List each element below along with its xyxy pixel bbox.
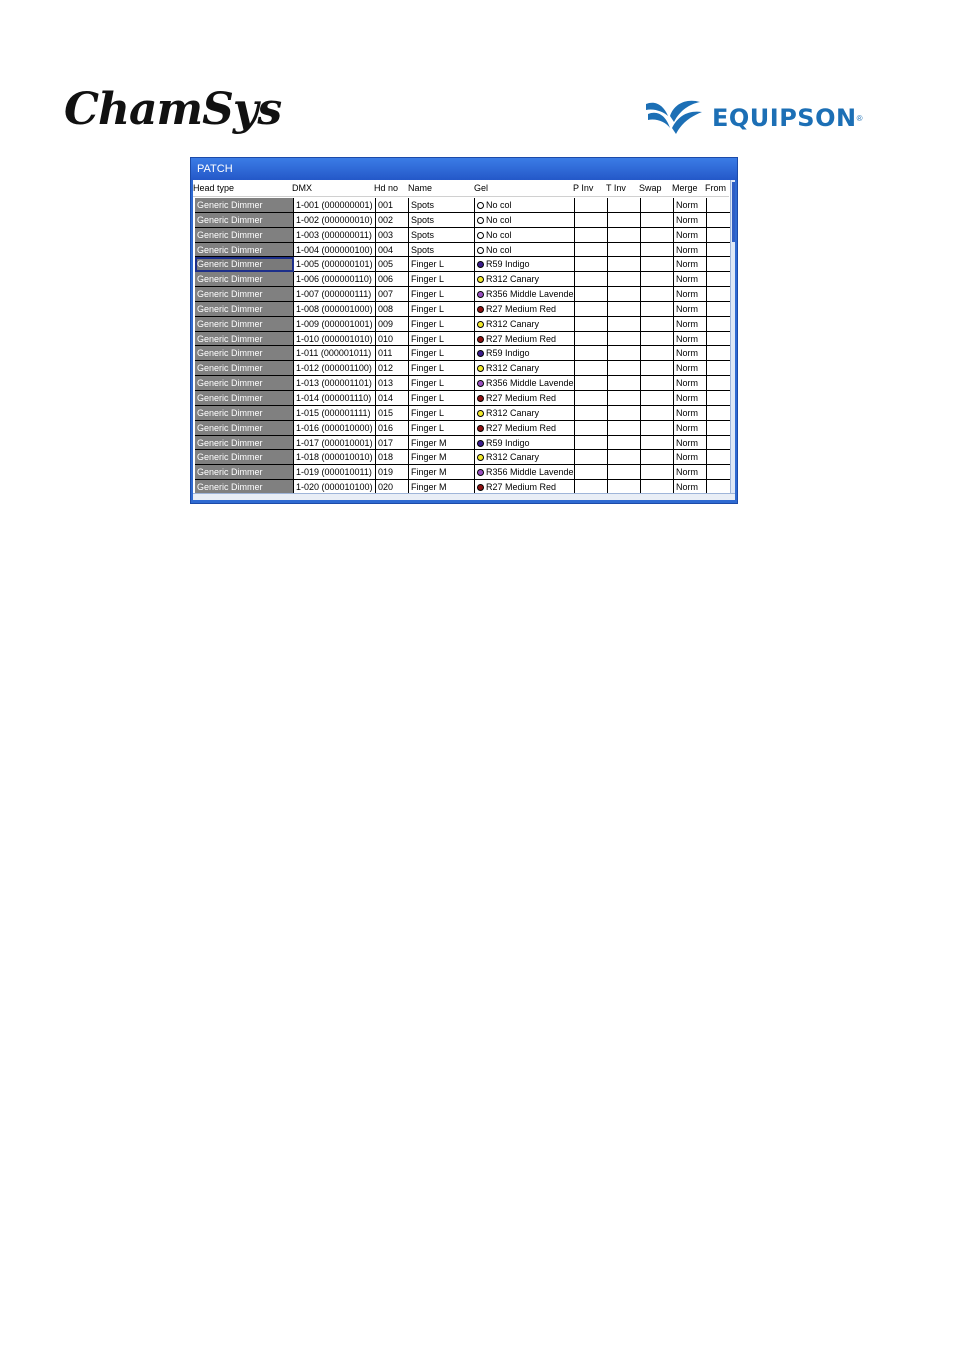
table-row[interactable] bbox=[195, 243, 729, 258]
equipson-wave-icon bbox=[642, 96, 704, 140]
cell-head-type[interactable]: Generic Dimmer bbox=[195, 302, 294, 317]
cell-swap[interactable] bbox=[641, 332, 674, 347]
cell-name[interactable]: Finger L bbox=[409, 317, 475, 332]
cell-merge[interactable]: Norm bbox=[674, 287, 707, 302]
table-row[interactable] bbox=[195, 332, 729, 347]
cell-from[interactable] bbox=[707, 332, 731, 347]
gel-color-swatch-icon bbox=[477, 276, 484, 283]
cell-merge[interactable]: Norm bbox=[674, 436, 707, 451]
patch-grid-area bbox=[193, 180, 735, 500]
cell-from[interactable] bbox=[707, 272, 731, 287]
column-header-merge[interactable]: Merge bbox=[672, 183, 698, 193]
cell-p-inv[interactable] bbox=[575, 287, 608, 302]
cell-from[interactable] bbox=[707, 287, 731, 302]
cell-merge[interactable]: Norm bbox=[674, 480, 707, 495]
cell-head-type[interactable]: Generic Dimmer bbox=[195, 450, 294, 465]
cell-name[interactable]: Finger L bbox=[409, 272, 475, 287]
gel-color-swatch-icon bbox=[477, 410, 484, 417]
gel-label: R312 Canary bbox=[486, 452, 540, 463]
cell-gel[interactable] bbox=[475, 450, 575, 465]
cell-t-inv[interactable] bbox=[608, 391, 641, 406]
cell-head-type[interactable]: Generic Dimmer bbox=[195, 243, 294, 258]
gel-color-swatch-icon bbox=[477, 217, 484, 224]
cell-hd-no[interactable]: 009 bbox=[376, 317, 409, 332]
cell-hd-no[interactable]: 007 bbox=[376, 287, 409, 302]
cell-swap[interactable] bbox=[641, 406, 674, 421]
cell-dmx[interactable]: 1-003 (000000011) bbox=[294, 228, 376, 243]
gel-label: R27 Medium Red bbox=[486, 392, 557, 403]
cell-t-inv[interactable] bbox=[608, 198, 641, 213]
cell-from[interactable] bbox=[707, 213, 731, 228]
cell-swap[interactable] bbox=[641, 421, 674, 436]
table-row[interactable] bbox=[195, 465, 729, 480]
cell-merge[interactable]: Norm bbox=[674, 391, 707, 406]
cell-name[interactable]: Spots bbox=[409, 228, 475, 243]
cell-gel[interactable] bbox=[475, 198, 575, 213]
table-row[interactable] bbox=[195, 257, 729, 272]
gel-label: R59 Indigo bbox=[486, 348, 530, 359]
window-title: PATCH bbox=[197, 163, 233, 175]
cell-gel[interactable] bbox=[475, 421, 575, 436]
column-header-name[interactable]: Name bbox=[408, 183, 433, 193]
table-row[interactable] bbox=[195, 406, 729, 421]
gel-label: R27 Medium Red bbox=[486, 333, 557, 344]
table-row[interactable] bbox=[195, 361, 729, 376]
cell-dmx[interactable]: 1-002 (000000010) bbox=[294, 213, 376, 228]
cell-head-type[interactable]: Generic Dimmer bbox=[195, 346, 294, 361]
cell-dmx[interactable]: 1-018 (000010010) bbox=[294, 450, 376, 465]
cell-hd-no[interactable]: 017 bbox=[376, 436, 409, 451]
scrollbar-thumb[interactable] bbox=[732, 182, 735, 242]
column-header-swap[interactable]: Swap bbox=[639, 183, 662, 193]
cell-p-inv[interactable] bbox=[575, 317, 608, 332]
cell-swap[interactable] bbox=[641, 346, 674, 361]
cell-t-inv[interactable] bbox=[608, 450, 641, 465]
cell-gel[interactable] bbox=[475, 213, 575, 228]
cell-head-type[interactable]: Generic Dimmer bbox=[195, 332, 294, 347]
cell-p-inv[interactable] bbox=[575, 391, 608, 406]
cell-swap[interactable] bbox=[641, 391, 674, 406]
gel-label: R356 Middle Lavende bbox=[486, 378, 574, 389]
cell-name[interactable]: Finger L bbox=[409, 302, 475, 317]
gel-color-swatch-icon bbox=[477, 232, 484, 239]
cell-from[interactable] bbox=[707, 228, 731, 243]
cell-swap[interactable] bbox=[641, 257, 674, 272]
cell-from[interactable] bbox=[707, 450, 731, 465]
gel-color-swatch-icon bbox=[477, 454, 484, 461]
cell-head-type[interactable]: Generic Dimmer bbox=[195, 317, 294, 332]
cell-p-inv[interactable] bbox=[575, 332, 608, 347]
cell-gel[interactable] bbox=[475, 361, 575, 376]
gel-label: No col bbox=[486, 229, 512, 240]
vertical-scrollbar[interactable] bbox=[730, 180, 735, 500]
cell-dmx[interactable]: 1-014 (000001110) bbox=[294, 391, 376, 406]
cell-gel[interactable] bbox=[475, 465, 575, 480]
cell-hd-no[interactable]: 001 bbox=[376, 198, 409, 213]
cell-dmx[interactable]: 1-013 (000001101) bbox=[294, 376, 376, 391]
cell-t-inv[interactable] bbox=[608, 243, 641, 258]
cell-hd-no[interactable]: 008 bbox=[376, 302, 409, 317]
cell-head-type[interactable]: Generic Dimmer bbox=[195, 421, 294, 436]
gel-label: R312 Canary bbox=[486, 407, 540, 418]
cell-t-inv[interactable] bbox=[608, 465, 641, 480]
cell-p-inv[interactable] bbox=[575, 198, 608, 213]
cell-p-inv[interactable] bbox=[575, 243, 608, 258]
patch-table bbox=[195, 198, 729, 495]
cell-head-type[interactable]: Generic Dimmer bbox=[195, 198, 294, 213]
gel-label: R27 Medium Red bbox=[486, 482, 557, 493]
cell-merge[interactable]: Norm bbox=[674, 257, 707, 272]
cell-p-inv[interactable] bbox=[575, 361, 608, 376]
cell-gel[interactable] bbox=[475, 406, 575, 421]
cell-name[interactable]: Finger M bbox=[409, 436, 475, 451]
cell-head-type[interactable]: Generic Dimmer bbox=[195, 465, 294, 480]
cell-name[interactable]: Finger M bbox=[409, 465, 475, 480]
cell-dmx[interactable]: 1-017 (000010001) bbox=[294, 436, 376, 451]
cell-hd-no[interactable]: 020 bbox=[376, 480, 409, 495]
cell-head-type[interactable]: Generic Dimmer bbox=[195, 257, 294, 272]
cell-name[interactable]: Spots bbox=[409, 243, 475, 258]
cell-from[interactable] bbox=[707, 198, 731, 213]
cell-from[interactable] bbox=[707, 302, 731, 317]
table-row[interactable] bbox=[195, 302, 729, 317]
gel-color-swatch-icon bbox=[477, 365, 484, 372]
cell-t-inv[interactable] bbox=[608, 228, 641, 243]
cell-t-inv[interactable] bbox=[608, 257, 641, 272]
cell-t-inv[interactable] bbox=[608, 361, 641, 376]
cell-from[interactable] bbox=[707, 361, 731, 376]
gel-label: R312 Canary bbox=[486, 318, 540, 329]
cell-from[interactable] bbox=[707, 465, 731, 480]
cell-p-inv[interactable] bbox=[575, 450, 608, 465]
cell-p-inv[interactable] bbox=[575, 272, 608, 287]
cell-from[interactable] bbox=[707, 406, 731, 421]
cell-swap[interactable] bbox=[641, 436, 674, 451]
cell-head-type[interactable]: Generic Dimmer bbox=[195, 480, 294, 495]
column-header-from[interactable]: From bbox=[705, 183, 726, 193]
equipson-logo bbox=[642, 96, 862, 140]
cell-gel[interactable] bbox=[475, 391, 575, 406]
cell-from[interactable] bbox=[707, 436, 731, 451]
cell-name[interactable]: Finger L bbox=[409, 406, 475, 421]
cell-swap[interactable] bbox=[641, 302, 674, 317]
cell-from[interactable] bbox=[707, 391, 731, 406]
cell-hd-no[interactable]: 004 bbox=[376, 243, 409, 258]
gel-color-swatch-icon bbox=[477, 469, 484, 476]
cell-swap[interactable] bbox=[641, 243, 674, 258]
cell-head-type[interactable]: Generic Dimmer bbox=[195, 391, 294, 406]
cell-from[interactable] bbox=[707, 243, 731, 258]
gel-label: R312 Canary bbox=[486, 363, 540, 374]
column-header-hd-no[interactable]: Hd no bbox=[374, 183, 399, 193]
cell-gel[interactable] bbox=[475, 228, 575, 243]
gel-label: R59 Indigo bbox=[486, 259, 530, 270]
column-header-gel[interactable]: Gel bbox=[474, 183, 489, 193]
table-row[interactable] bbox=[195, 421, 729, 436]
cell-gel[interactable] bbox=[475, 376, 575, 391]
cell-dmx[interactable]: 1-006 (000000110) bbox=[294, 272, 376, 287]
cell-hd-no[interactable]: 011 bbox=[376, 346, 409, 361]
cell-name[interactable]: Finger M bbox=[409, 450, 475, 465]
cell-hd-no[interactable]: 019 bbox=[376, 465, 409, 480]
cell-head-type[interactable]: Generic Dimmer bbox=[195, 213, 294, 228]
cell-gel[interactable] bbox=[475, 287, 575, 302]
cell-swap[interactable] bbox=[641, 198, 674, 213]
cell-name[interactable]: Finger L bbox=[409, 376, 475, 391]
cell-head-type[interactable]: Generic Dimmer bbox=[195, 287, 294, 302]
cell-name[interactable]: Finger L bbox=[409, 332, 475, 347]
cell-hd-no[interactable]: 002 bbox=[376, 213, 409, 228]
chamsys-logo: ChamSys bbox=[64, 84, 282, 135]
cell-name[interactable]: Finger L bbox=[409, 257, 475, 272]
cell-t-inv[interactable] bbox=[608, 436, 641, 451]
cell-merge[interactable]: Norm bbox=[674, 450, 707, 465]
cell-hd-no[interactable]: 006 bbox=[376, 272, 409, 287]
gel-label: No col bbox=[486, 200, 512, 210]
cell-t-inv[interactable] bbox=[608, 287, 641, 302]
cell-p-inv[interactable] bbox=[575, 302, 608, 317]
cell-dmx[interactable]: 1-010 (000001010) bbox=[294, 332, 376, 347]
gel-label: No col bbox=[486, 244, 512, 255]
gel-color-swatch-icon bbox=[477, 395, 484, 402]
cell-merge[interactable]: Norm bbox=[674, 302, 707, 317]
cell-merge[interactable]: Norm bbox=[674, 376, 707, 391]
gel-label: No col bbox=[486, 214, 512, 225]
registered-mark: ® bbox=[856, 113, 863, 123]
window-titlebar[interactable] bbox=[191, 158, 737, 180]
cell-swap[interactable] bbox=[641, 317, 674, 332]
cell-head-type[interactable]: Generic Dimmer bbox=[195, 376, 294, 391]
cell-gel[interactable] bbox=[475, 272, 575, 287]
gel-color-swatch-icon bbox=[477, 425, 484, 432]
cell-swap[interactable] bbox=[641, 361, 674, 376]
cell-t-inv[interactable] bbox=[608, 272, 641, 287]
cell-name[interactable]: Finger L bbox=[409, 287, 475, 302]
cell-gel[interactable] bbox=[475, 346, 575, 361]
cell-merge[interactable]: Norm bbox=[674, 228, 707, 243]
table-row[interactable] bbox=[195, 317, 729, 332]
cell-dmx[interactable]: 1-019 (000010011) bbox=[294, 465, 376, 480]
cell-merge[interactable]: Norm bbox=[674, 213, 707, 228]
gel-color-swatch-icon bbox=[477, 247, 484, 254]
cell-swap[interactable] bbox=[641, 272, 674, 287]
table-row[interactable] bbox=[195, 376, 729, 391]
cell-name[interactable]: Finger L bbox=[409, 346, 475, 361]
gel-color-swatch-icon bbox=[477, 380, 484, 387]
cell-dmx[interactable]: 1-007 (000000111) bbox=[294, 287, 376, 302]
cell-p-inv[interactable] bbox=[575, 436, 608, 451]
table-row[interactable] bbox=[195, 272, 729, 287]
gel-label: R356 Middle Lavende bbox=[486, 467, 574, 478]
cell-name[interactable]: Spots bbox=[409, 198, 475, 213]
cell-name[interactable]: Finger M bbox=[409, 480, 475, 495]
gel-color-swatch-icon bbox=[477, 291, 484, 298]
cell-gel[interactable] bbox=[475, 302, 575, 317]
cell-dmx[interactable]: 1-015 (000001111) bbox=[294, 406, 376, 421]
table-row[interactable] bbox=[195, 450, 729, 465]
cell-hd-no[interactable]: 005 bbox=[376, 257, 409, 272]
cell-swap[interactable] bbox=[641, 465, 674, 480]
table-row[interactable] bbox=[195, 213, 729, 228]
cell-p-inv[interactable] bbox=[575, 465, 608, 480]
cell-gel[interactable] bbox=[475, 317, 575, 332]
column-header-p-inv[interactable]: P Inv bbox=[573, 183, 594, 193]
cell-p-inv[interactable] bbox=[575, 346, 608, 361]
cell-name[interactable]: Spots bbox=[409, 213, 475, 228]
cell-hd-no[interactable]: 012 bbox=[376, 361, 409, 376]
cell-p-inv[interactable] bbox=[575, 228, 608, 243]
gel-color-swatch-icon bbox=[477, 306, 484, 313]
cell-merge[interactable]: Norm bbox=[674, 346, 707, 361]
cell-from[interactable] bbox=[707, 421, 731, 436]
cell-merge[interactable]: Norm bbox=[674, 361, 707, 376]
gel-color-swatch-icon bbox=[477, 261, 484, 268]
cell-p-inv[interactable] bbox=[575, 421, 608, 436]
cell-t-inv[interactable] bbox=[608, 332, 641, 347]
cell-p-inv[interactable] bbox=[575, 376, 608, 391]
column-header-dmx[interactable]: DMX bbox=[292, 183, 312, 193]
gel-color-swatch-icon bbox=[477, 440, 484, 447]
gel-label: R27 Medium Red bbox=[486, 422, 557, 433]
cell-hd-no[interactable]: 003 bbox=[376, 228, 409, 243]
cell-from[interactable] bbox=[707, 346, 731, 361]
cell-dmx[interactable]: 1-016 (000010000) bbox=[294, 421, 376, 436]
horizontal-scrollbar[interactable] bbox=[193, 493, 735, 500]
cell-t-inv[interactable] bbox=[608, 406, 641, 421]
cell-name[interactable]: Finger L bbox=[409, 361, 475, 376]
cell-t-inv[interactable] bbox=[608, 213, 641, 228]
cell-gel[interactable] bbox=[475, 332, 575, 347]
cell-hd-no[interactable]: 016 bbox=[376, 421, 409, 436]
cell-name[interactable]: Finger L bbox=[409, 391, 475, 406]
cell-merge[interactable]: Norm bbox=[674, 243, 707, 258]
gel-label: R356 Middle Lavende bbox=[486, 289, 574, 300]
cell-swap[interactable] bbox=[641, 376, 674, 391]
cell-hd-no[interactable]: 010 bbox=[376, 332, 409, 347]
table-row[interactable] bbox=[195, 198, 729, 213]
cell-gel[interactable] bbox=[475, 243, 575, 258]
cell-swap[interactable] bbox=[641, 287, 674, 302]
cell-dmx[interactable]: 1-008 (000001000) bbox=[294, 302, 376, 317]
cell-merge[interactable]: Norm bbox=[674, 272, 707, 287]
cell-from[interactable] bbox=[707, 317, 731, 332]
cell-head-type[interactable]: Generic Dimmer bbox=[195, 406, 294, 421]
column-header-head-type[interactable]: Head type bbox=[193, 183, 235, 193]
cell-t-inv[interactable] bbox=[608, 376, 641, 391]
cell-dmx[interactable]: 1-011 (000001011) bbox=[294, 346, 376, 361]
cell-t-inv[interactable] bbox=[608, 317, 641, 332]
cell-p-inv[interactable] bbox=[575, 257, 608, 272]
equipson-wordmark: EQUIPSON bbox=[712, 104, 857, 132]
cell-merge[interactable]: Norm bbox=[674, 421, 707, 436]
cell-p-inv[interactable] bbox=[575, 213, 608, 228]
cell-merge[interactable]: Norm bbox=[674, 465, 707, 480]
cell-head-type[interactable]: Generic Dimmer bbox=[195, 228, 294, 243]
table-row[interactable] bbox=[195, 287, 729, 302]
cell-from[interactable] bbox=[707, 257, 731, 272]
cell-p-inv[interactable] bbox=[575, 406, 608, 421]
cell-head-type[interactable]: Generic Dimmer bbox=[195, 436, 294, 451]
gel-color-swatch-icon bbox=[477, 202, 484, 209]
cell-dmx[interactable]: 1-001 (000000001) bbox=[294, 198, 376, 213]
patch-window bbox=[190, 157, 738, 504]
cell-merge[interactable]: Norm bbox=[674, 317, 707, 332]
cell-dmx[interactable]: 1-009 (000001001) bbox=[294, 317, 376, 332]
cell-head-type[interactable]: Generic Dimmer bbox=[195, 361, 294, 376]
cell-hd-no[interactable]: 013 bbox=[376, 376, 409, 391]
table-row[interactable] bbox=[195, 391, 729, 406]
gel-label: R27 Medium Red bbox=[486, 303, 557, 314]
cell-t-inv[interactable] bbox=[608, 302, 641, 317]
cell-gel[interactable] bbox=[475, 436, 575, 451]
cell-merge[interactable]: Norm bbox=[674, 406, 707, 421]
gel-label: R312 Canary bbox=[486, 274, 540, 285]
cell-hd-no[interactable]: 015 bbox=[376, 406, 409, 421]
cell-swap[interactable] bbox=[641, 228, 674, 243]
cell-name[interactable]: Finger L bbox=[409, 421, 475, 436]
cell-gel[interactable] bbox=[475, 257, 575, 272]
gel-color-swatch-icon bbox=[477, 336, 484, 343]
cell-from[interactable] bbox=[707, 376, 731, 391]
column-header-t-inv[interactable]: T Inv bbox=[606, 183, 626, 193]
cell-t-inv[interactable] bbox=[608, 421, 641, 436]
gel-color-swatch-icon bbox=[477, 484, 484, 491]
cell-dmx[interactable]: 1-005 (000000101) bbox=[294, 257, 376, 272]
cell-merge[interactable]: Norm bbox=[674, 198, 707, 213]
cell-dmx[interactable]: 1-004 (000000100) bbox=[294, 243, 376, 258]
cell-head-type[interactable]: Generic Dimmer bbox=[195, 272, 294, 287]
cell-hd-no[interactable]: 014 bbox=[376, 391, 409, 406]
cell-dmx[interactable]: 1-012 (000001100) bbox=[294, 361, 376, 376]
cell-swap[interactable] bbox=[641, 450, 674, 465]
cell-merge[interactable]: Norm bbox=[674, 332, 707, 347]
gel-label: R59 Indigo bbox=[486, 437, 530, 448]
cell-dmx[interactable]: 1-020 (000010100) bbox=[294, 480, 376, 495]
table-row[interactable] bbox=[195, 228, 729, 243]
table-row[interactable] bbox=[195, 436, 729, 451]
cell-t-inv[interactable] bbox=[608, 346, 641, 361]
gel-color-swatch-icon bbox=[477, 321, 484, 328]
column-header-row bbox=[193, 180, 729, 197]
table-row[interactable] bbox=[195, 346, 729, 361]
cell-hd-no[interactable]: 018 bbox=[376, 450, 409, 465]
cell-swap[interactable] bbox=[641, 213, 674, 228]
gel-color-swatch-icon bbox=[477, 350, 484, 357]
